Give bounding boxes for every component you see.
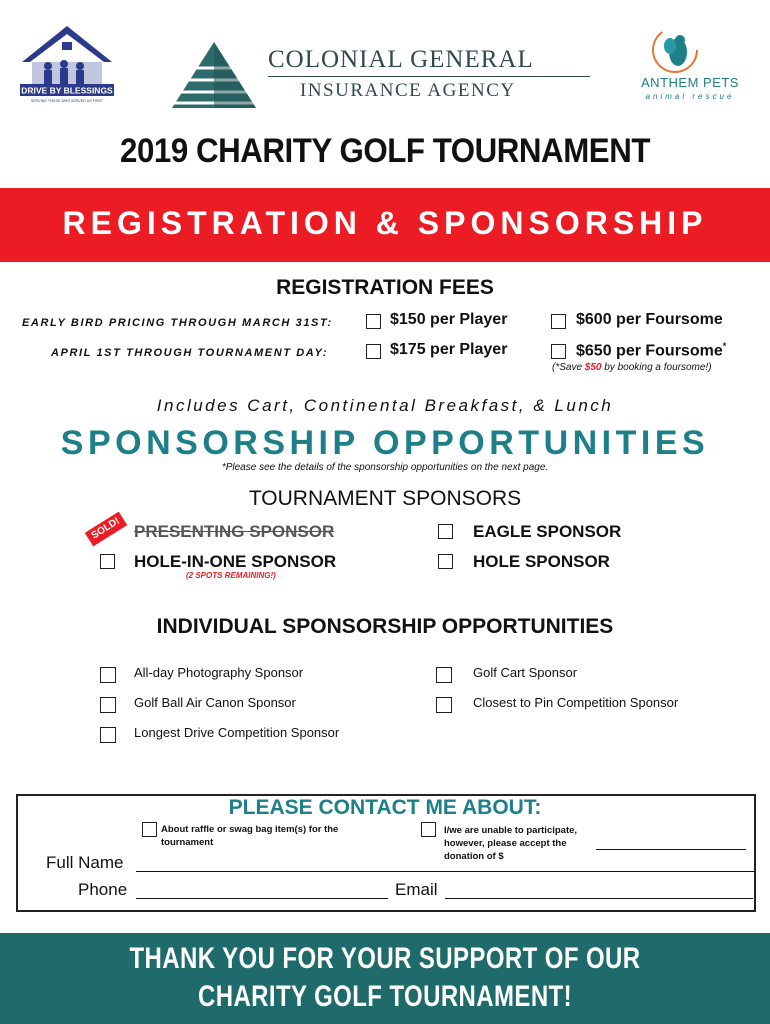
phone-line[interactable] <box>136 898 388 899</box>
individual-sponsorship-heading: INDIVIDUAL SPONSORSHIP OPPORTUNITIES <box>156 615 614 638</box>
anthem-pets-name: ANTHEM PETS <box>641 75 739 90</box>
early-foursome-price: $600 per Foursome <box>576 311 723 328</box>
hole-in-one-checkbox[interactable] <box>100 554 115 569</box>
raffle-label: About raffle or swag bag item(s) for the tournament <box>161 824 339 848</box>
anthem-pets-subtitle: animal rescue <box>645 92 735 101</box>
brand-divider <box>268 76 590 77</box>
longest-drive-checkbox[interactable] <box>100 727 116 743</box>
full-name-label: Full Name <box>46 853 124 872</box>
sold-badge: SOLD! <box>85 512 127 547</box>
early-bird-label: EARLY BIRD PRICING THROUGH MARCH 31ST: <box>22 317 333 329</box>
email-line[interactable] <box>445 898 753 899</box>
tournament-sponsors-heading: TOURNAMENT SPONSORS <box>248 487 522 510</box>
april-player-price: $175 per Player <box>390 341 508 358</box>
april-player-checkbox[interactable] <box>366 344 381 359</box>
registration-fees-heading: REGISTRATION FEES <box>276 276 494 299</box>
includes-text: Includes Cart, Continental Breakfast, & Lunch <box>156 396 614 415</box>
photography-checkbox[interactable] <box>100 667 116 683</box>
eagle-sponsor-checkbox[interactable] <box>438 524 453 539</box>
email-label: Email <box>395 880 438 899</box>
early-foursome-checkbox[interactable] <box>551 314 566 329</box>
hole-sponsor-checkbox[interactable] <box>438 554 453 569</box>
closest-pin-label: Closest to Pin Competition Sponsor <box>473 695 679 710</box>
hole-in-one-label: HOLE-IN-ONE SPONSOR <box>134 552 337 571</box>
full-name-line[interactable] <box>136 871 754 872</box>
thank-you-line1: THANK YOU FOR YOUR SUPPORT OF OUR <box>129 942 641 975</box>
april-foursome-checkbox[interactable] <box>551 344 566 359</box>
donation-label: I/we are unable to participate, however, please accept the donation of $ <box>444 825 578 862</box>
presenting-sponsor-label: PRESENTING SPONSOR <box>134 522 335 541</box>
sponsorship-heading: SPONSORSHIP OPPORTUNITIES <box>60 424 710 462</box>
thank-you-line2: CHARITY GOLF TOURNAMENT! <box>197 980 573 1013</box>
golf-cart-checkbox[interactable] <box>436 667 452 683</box>
spots-remaining: (2 SPOTS REMAINING!) <box>186 571 276 580</box>
page-title: 2019 CHARITY GOLF TOURNAMENT <box>120 132 650 170</box>
donation-amount-line[interactable] <box>596 849 746 850</box>
colonial-general-pyramid-logo <box>168 40 268 112</box>
phone-label: Phone <box>78 880 128 899</box>
golf-cart-label: Golf Cart Sponsor <box>473 665 578 680</box>
early-player-price: $150 per Player <box>390 311 508 328</box>
raffle-checkbox[interactable] <box>142 822 157 837</box>
sponsorship-note: *Please see the details of the sponsorship opportunities on the next page. <box>221 462 549 473</box>
drive-by-blessings-name: DRIVE BY BLESSINGS <box>21 85 113 96</box>
eagle-sponsor-label: EAGLE SPONSOR <box>473 522 622 541</box>
hole-sponsor-label: HOLE SPONSOR <box>473 552 610 571</box>
contact-heading: PLEASE CONTACT ME ABOUT: <box>228 796 542 819</box>
donation-checkbox[interactable] <box>421 822 436 837</box>
banner-title: REGISTRATION & SPONSORSHIP <box>62 205 708 241</box>
longest-drive-label: Longest Drive Competition Sponsor <box>134 725 340 740</box>
insurance-agency-name: INSURANCE AGENCY <box>300 80 516 101</box>
thank-you-message <box>77 940 693 1016</box>
drive-by-blessings-tagline: SERVING THOSE WHO SERVED US FIRST <box>30 99 104 103</box>
early-player-checkbox[interactable] <box>366 314 381 329</box>
photography-label: All-day Photography Sponsor <box>134 665 304 680</box>
colonial-general-name: COLONIAL GENERAL <box>268 46 534 73</box>
air-canon-checkbox[interactable] <box>100 697 116 713</box>
april-foursome-price: $650 per Foursome* <box>576 341 727 360</box>
air-canon-label: Golf Ball Air Canon Sponsor <box>134 695 296 710</box>
save-note: (*Save $50 by booking a foursome!) <box>552 362 712 373</box>
drive-by-blessings-logo <box>18 22 116 104</box>
april-label: APRIL 1ST THROUGH TOURNAMENT DAY: <box>51 347 329 359</box>
closest-pin-checkbox[interactable] <box>436 697 452 713</box>
